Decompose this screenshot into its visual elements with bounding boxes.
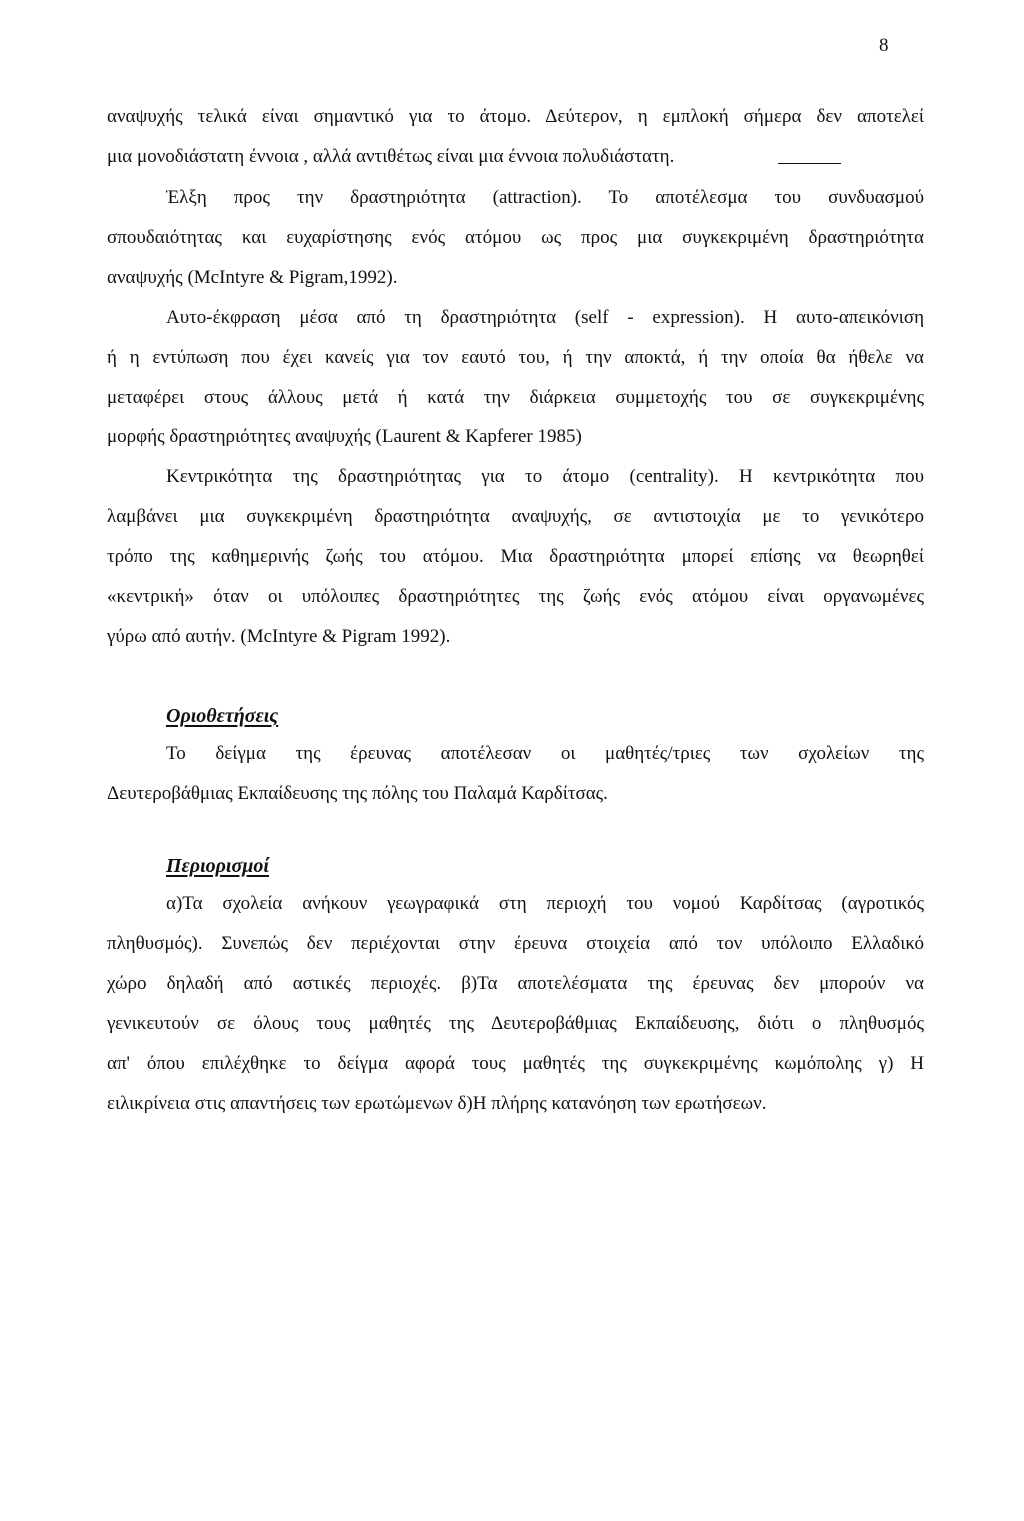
body-line: λαμβάνει μια συγκεκριμένη δραστηριότητα αναψυχής, σε αντιστοιχία με το γενικότερο (107, 506, 924, 527)
underline-rule (778, 163, 841, 164)
body-line: Δευτεροβάθμιας Εκπαίδευσης της πόλης του Παλαμά Καρδίτσας. (107, 783, 608, 804)
body-line: μια μονοδιάστατη έννοια , αλλά αντιθέτως είναι μια έννοια πολυδιάστατη. (107, 146, 675, 167)
body-line: αναψυχής (McIntyre & Pigram,1992). (107, 267, 398, 288)
body-line: απ' όπου επιλέχθηκε το δείγμα αφορά τους μαθητές της συγκεκριμένης κωμόπολης γ) Η (107, 1053, 924, 1074)
page-number: 8 (879, 35, 889, 56)
body-line: Αυτο-έκφραση μέσα από τη δραστηριότητα (self - expression). Η αυτο-απεικόνιση (166, 307, 924, 328)
section-heading: Οριοθετήσεις (166, 705, 279, 727)
body-line: Έλξη προς την δραστηριότητα (attraction). Το αποτέλεσμα του συνδυασμού (166, 187, 924, 208)
section-heading: Περιορισμοί (166, 855, 269, 877)
body-line: «κεντρική» όταν οι υπόλοιπες δραστηριότητες της ζωής ενός ατόμου είναι οργανωμένες (107, 586, 924, 607)
body-line: γενικευτούν σε όλους τους μαθητές της Δευτεροβάθμιας Εκπαίδευσης, διότι ο πληθυσμός (107, 1013, 924, 1034)
body-line: α)Τα σχολεία ανήκουν γεωγραφικά στη περιοχή του νομού Καρδίτσας (αγροτικός (166, 893, 924, 914)
body-line: σπουδαιότητας και ευχαρίστησης ενός ατόμου ως προς μια συγκεκριμένη δραστηριότητα (107, 227, 924, 248)
body-line: μορφής δραστηριότητες αναψυχής (Laurent & Kapferer 1985) (107, 426, 582, 447)
body-line: χώρο δηλαδή από αστικές περιοχές. β)Τα αποτελέσματα της έρευνας δεν μπορούν να (107, 973, 924, 994)
body-line: Κεντρικότητα της δραστηριότητας για το άτομο (centrality). Η κεντρικότητα που (166, 466, 924, 487)
body-line: ειλικρίνεια στις απαντήσεις των ερωτώμενων δ)Η πλήρης κατανόηση των ερωτήσεων. (107, 1093, 767, 1114)
body-line: ή η εντύπωση που έχει κανείς για τον εαυτό του, ή την αποκτά, ή την οποία θα ήθελε να (107, 347, 924, 368)
body-line: γύρω από αυτήν. (McIntyre & Pigram 1992). (107, 626, 451, 647)
body-line: αναψυχής τελικά είναι σημαντικό για το άτομο. Δεύτερον, η εμπλοκή σήμερα δεν αποτελεί (107, 106, 924, 127)
body-line: μεταφέρει στους άλλους μετά ή κατά την διάρκεια συμμετοχής του σε συγκεκριμένης (107, 387, 924, 408)
body-line: τρόπο της καθημερινής ζωής του ατόμου. Μια δραστηριότητα μπορεί επίσης να θεωρηθεί (107, 546, 924, 567)
body-line: πληθυσμός). Συνεπώς δεν περιέχονται στην έρευνα στοιχεία από τον υπόλοιπο Ελλαδικό (107, 933, 924, 954)
body-line: Το δείγμα της έρευνας αποτέλεσαν οι μαθητές/τριες των σχολείων της (166, 743, 924, 764)
